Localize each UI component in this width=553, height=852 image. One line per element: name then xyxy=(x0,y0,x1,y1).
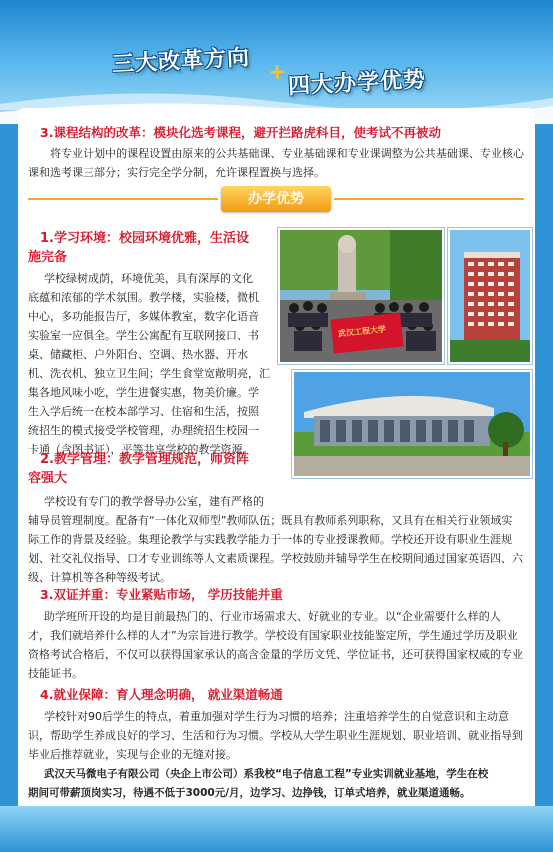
header-title-plus: + xyxy=(267,59,288,86)
item2-line: 际工作的背景及经验。集理论教学与实践教学能力于一体的专业授课教师。学校还开设有职业生涯规 xyxy=(28,533,512,546)
item1-heading-line2: 施完备 xyxy=(28,250,68,265)
hall-photo xyxy=(292,370,532,478)
item2-line: 级、计算机等各种等级考试。 xyxy=(28,571,171,584)
header-title-right: 四大办学优势 xyxy=(287,66,427,100)
item3-line: 资格考试合格后，不仅可以获得国家承认的高含金量的学历文凭、学位证书，还可获得国家权威的专业 xyxy=(28,648,523,661)
advantages-tag: 办学优势 xyxy=(221,186,331,212)
item1-line: 集各地风味小吃，学生进餐实惠，物美价廉。学 xyxy=(28,386,259,399)
item3-line: 才，我们就培养什么样的人才”为宗旨进行教学。学校设有国家职业技能鉴定所，学生通过学历及职业 xyxy=(28,629,518,642)
group-photo-illustration xyxy=(280,230,442,362)
item3-heading: 3.双证并重：专业紧贴市场， 学历技能并重 xyxy=(40,587,283,602)
group-photo-banner-text: 武汉工程大学 xyxy=(337,324,387,339)
building-photo-illustration xyxy=(450,230,530,362)
item2-line: 辅导员管理制度。配备有“一体化双师型”教师队伍；既具有教师系列职称，又具有在相关行业领域实 xyxy=(28,514,513,527)
item2-heading-line2: 容强大 xyxy=(28,471,68,486)
item4-line: 识，帮助学生养成良好的学习、生活和行为习惯。学校从大学生职业生涯规划、职业培训、就业指导到 xyxy=(28,729,523,742)
item4-highlight-line: 期间可带薪顶岗实习，待遇不低于3000元/月，边学习、边挣钱，订单式培养，就业渠道通畅。 xyxy=(28,787,471,799)
reform3-body: 将专业计划中的课程设置由原来的公共基础课、专业基础课和专业课调整为公共基础课、专业核心课和选考课三部分；实行完全学分制，允许课程置换与选择。 xyxy=(28,147,524,179)
item2-heading-line1: 2.教学管理：教学管理规范，师资阵 xyxy=(40,452,249,467)
item4-line: 毕业后推荐就业，实现与企业的无缝对接。 xyxy=(28,748,237,761)
item1-line: 生入学后统一在校本部学习、住宿和生活，按照 xyxy=(28,405,259,418)
item2-line: 学校设有专门的教学督导办公室，建有严格的 xyxy=(44,495,264,508)
item3-line: 技能证书。 xyxy=(28,667,83,680)
item1-line: 统招生的模式接受学校管理，办理统招生校园一 xyxy=(28,424,259,437)
item1-line: 中心，多功能报告厅，多媒体教室，数字化语音 xyxy=(28,310,259,323)
item2-line: 划、社交礼仪指导、口才专业训练等人文素质课程。学校鼓励并辅导学生在校期间通过国家英语四、六 xyxy=(28,552,523,565)
footer-band xyxy=(0,806,553,852)
item1-line: 实验室一应俱全。学生公寓配有互联网接口、书 xyxy=(28,329,259,342)
building-photo xyxy=(448,228,532,364)
item1-line: 底蕴和浓郁的学术氛围。教学楼，实验楼，微机 xyxy=(28,291,259,304)
hall-photo-illustration xyxy=(294,372,530,476)
item1-line: 卡通（含图书证），平等共享学校的教学资源。 xyxy=(28,443,254,456)
item1-line: 学校绿树成荫，环境优美，具有深厚的文化 xyxy=(44,272,253,285)
header-title-left: 三大改革方向 xyxy=(111,44,251,78)
item3-line: 助学班所开设的均是目前最热门的、行业市场需求大、好就业的专业。以“企业需要什么样的人 xyxy=(44,610,501,623)
item1-line: 桌、储藏柜、户外阳台、空调、热水器、开水 xyxy=(28,348,248,361)
item1-heading-line1: 1.学习环境：校园环境优雅，生活设 xyxy=(40,231,249,246)
group-photo xyxy=(278,228,444,364)
reform3-heading: 3.课程结构的改革：模块化选考课程，避开拦路虎科目，使考试不再被动 xyxy=(40,125,441,140)
item4-line: 学校针对90后学生的特点，着重加强对学生行为习惯的培养；注重培养学生的自觉意识和主动意 xyxy=(44,710,509,723)
item4-highlight-line: 武汉天马微电子有限公司（央企上市公司）系我校“电子信息工程”专业实训就业基地，学生在校 xyxy=(44,768,489,780)
item4-heading: 4.就业保障：育人理念明确， 就业渠道畅通 xyxy=(40,687,283,702)
section-divider-left xyxy=(28,198,218,200)
section-divider-right xyxy=(334,198,524,200)
item1-line: 机、洗衣机、独立卫生间；学生食堂宽敞明亮，汇 xyxy=(28,367,270,380)
